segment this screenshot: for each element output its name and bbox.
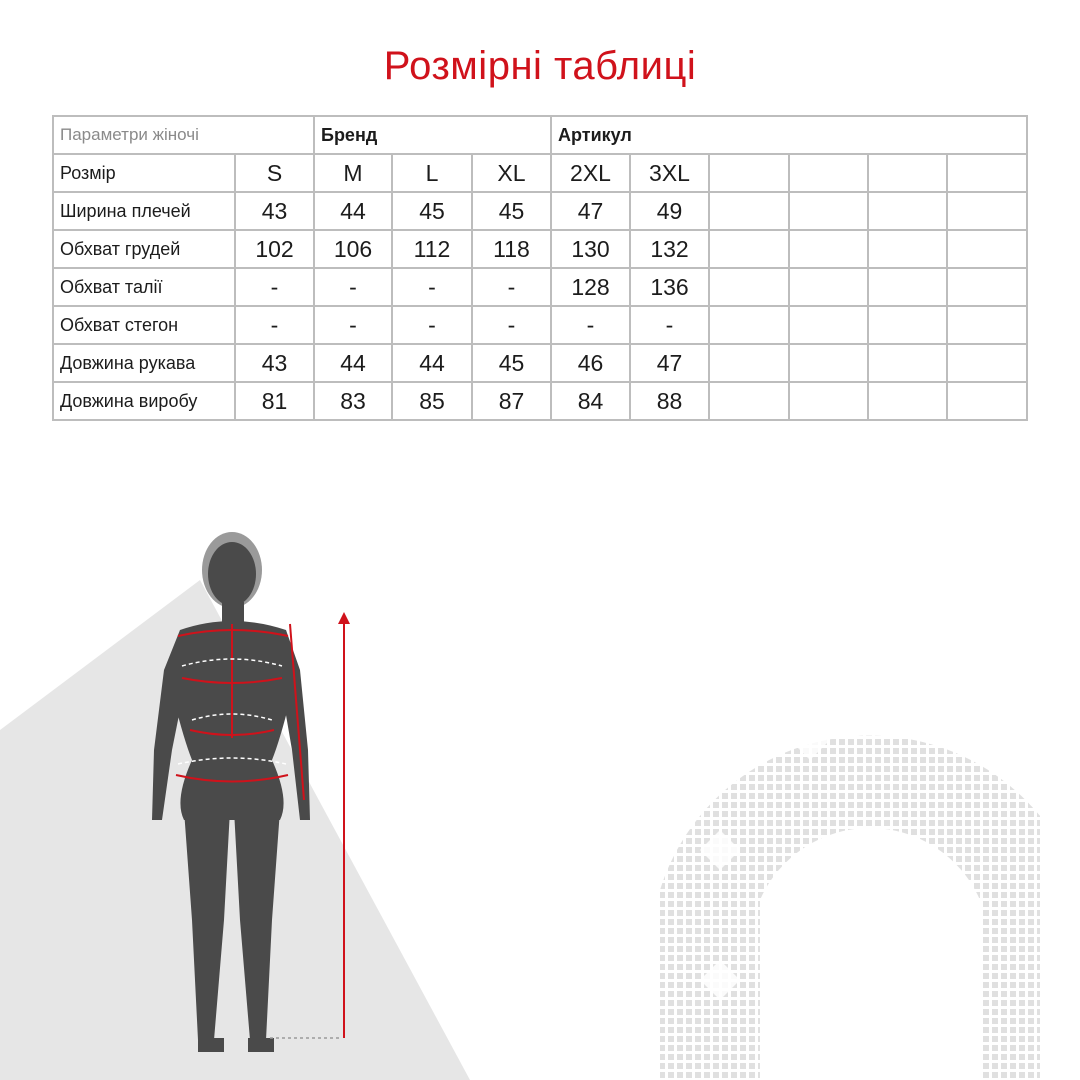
empty-cell [868,192,947,230]
table-row [53,192,1027,230]
empty-cell [868,344,947,382]
value-cell: 83 [314,382,392,420]
empty-cell [709,154,789,192]
empty-cell [947,306,1027,344]
value-cell: - [472,306,551,344]
empty-cell [789,192,868,230]
size-table [52,115,1028,421]
value-cell: 102 [235,230,314,268]
value-cell: - [314,268,392,306]
row-label: Обхват стегон [53,306,235,344]
value-cell: - [551,306,630,344]
empty-cell [868,382,947,420]
empty-cell [868,154,947,192]
value-cell: 85 [392,382,472,420]
value-cell: 106 [314,230,392,268]
table-row [53,382,1027,420]
embroidery-ornament-icon [640,630,1040,1080]
value-cell: 87 [472,382,551,420]
value-cell: 132 [630,230,709,268]
value-cell: 136 [630,268,709,306]
value-cell: 81 [235,382,314,420]
row-label: Ширина плечей [53,192,235,230]
empty-cell [947,268,1027,306]
empty-cell [789,154,868,192]
size-cell: 2XL [551,154,630,192]
value-cell: 44 [314,192,392,230]
empty-cell [709,306,789,344]
empty-cell [789,382,868,420]
value-cell: - [630,306,709,344]
value-cell: 46 [551,344,630,382]
value-cell: 44 [392,344,472,382]
size-cell: 3XL [630,154,709,192]
value-cell: 45 [472,192,551,230]
table-header-row [53,116,1027,154]
value-cell: - [392,268,472,306]
value-cell: 88 [630,382,709,420]
empty-cell [789,306,868,344]
empty-cell [709,344,789,382]
empty-cell [789,230,868,268]
value-cell: 45 [392,192,472,230]
size-row [53,154,1027,192]
value-cell: 49 [630,192,709,230]
empty-cell [789,344,868,382]
value-cell: 47 [551,192,630,230]
empty-cell [709,268,789,306]
empty-cell [709,382,789,420]
value-cell: - [314,306,392,344]
empty-cell [868,230,947,268]
value-cell: 84 [551,382,630,420]
value-cell: 43 [235,192,314,230]
value-cell: - [392,306,472,344]
value-cell: - [472,268,551,306]
value-cell: 45 [472,344,551,382]
empty-cell [709,230,789,268]
page-title: Розмірні таблиці [383,44,697,88]
empty-cell [947,192,1027,230]
value-cell: 47 [630,344,709,382]
size-cell: XL [472,154,551,192]
empty-cell [947,344,1027,382]
value-cell: 44 [314,344,392,382]
table-row [53,306,1027,344]
row-label: Розмір [53,154,235,192]
row-label: Довжина рукава [53,344,235,382]
empty-cell [947,382,1027,420]
value-cell: - [235,306,314,344]
size-cell: S [235,154,314,192]
row-label: Довжина виробу [53,382,235,420]
brand-label: Бренд [314,116,551,154]
female-measurement-figure-icon [140,520,380,1080]
value-cell: 112 [392,230,472,268]
value-cell: 118 [472,230,551,268]
params-label: Параметри жіночі [53,116,314,154]
size-cell: M [314,154,392,192]
value-cell: - [235,268,314,306]
table-row [53,344,1027,382]
table-row [53,268,1027,306]
empty-cell [789,268,868,306]
value-cell: 130 [551,230,630,268]
value-cell: 43 [235,344,314,382]
size-cell: L [392,154,472,192]
empty-cell [868,306,947,344]
value-cell: 128 [551,268,630,306]
row-label: Обхват грудей [53,230,235,268]
table-row [53,230,1027,268]
article-label: Артикул [551,116,1027,154]
empty-cell [868,268,947,306]
empty-cell [947,154,1027,192]
empty-cell [709,192,789,230]
empty-cell [947,230,1027,268]
row-label: Обхват талії [53,268,235,306]
